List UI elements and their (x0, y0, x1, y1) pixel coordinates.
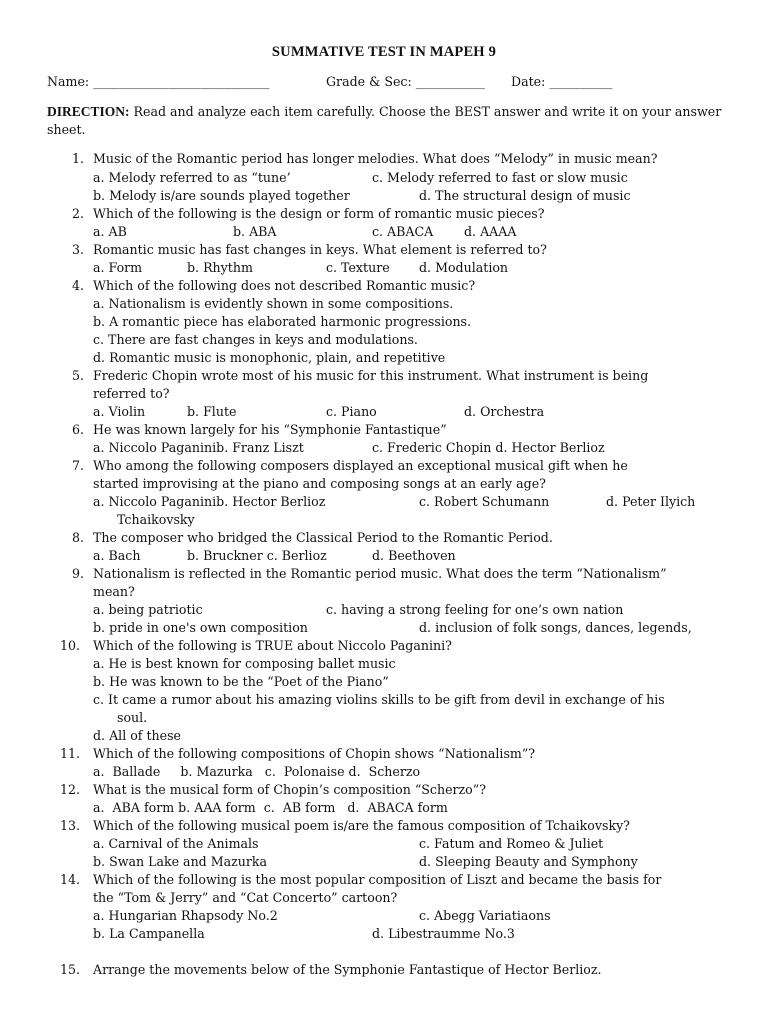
question-text: referred to? (93, 386, 170, 401)
question-number: 5. (71, 368, 84, 383)
answer-option: b. Bruckner c. Berlioz (187, 548, 327, 563)
answer-option: a. Niccolo Paganinib. Franz Liszt (93, 440, 304, 455)
question-text: Arrange the movements below of the Symphonie Fantastique of Hector Berlioz. (93, 962, 602, 977)
answer-option: c. It came a rumor about his amazing violins skills to be gift from devil in exchange of his (93, 692, 665, 707)
answer-option-continued: soul. (117, 710, 148, 725)
answer-option: d. Libestraumme No.3 (372, 926, 515, 941)
question-text: The composer who bridged the Classical Period to the Romantic Period. (93, 530, 553, 545)
question-text: Which of the following musical poem is/are the famous composition of Tchaikovsky? (93, 818, 630, 833)
answer-option: d. The structural design of music (419, 188, 631, 203)
answer-option: b. ABA (233, 224, 277, 239)
question-number: 11. (60, 746, 81, 761)
question-text: Which of the following is the design or form of romantic music pieces? (93, 206, 545, 221)
question-text: Which of the following does not described Romantic music? (93, 278, 476, 293)
date-field: Date: __________ (511, 74, 613, 89)
answer-option: a. Melody referred to as “tune’ (93, 170, 291, 185)
question-text: Which of the following compositions of Chopin shows “Nationalism”? (93, 746, 536, 761)
answer-option: b. Melody is/are sounds played together (93, 188, 350, 203)
answer-option: d. Sleeping Beauty and Symphony (419, 854, 638, 869)
answer-option: d. inclusion of folk songs, dances, legends, (419, 620, 692, 635)
question-text: Nationalism is reflected in the Romantic period music. What does the term “Nationalism” (93, 566, 667, 581)
question-text: mean? (93, 584, 135, 599)
answer-option: a. He is best known for composing ballet music (93, 656, 396, 671)
answer-option: d. Modulation (419, 260, 509, 275)
answer-option: d. All of these (93, 728, 182, 743)
answer-option: c. ABACA (372, 224, 434, 239)
question-number: 12. (60, 782, 81, 797)
question-number: 1. (71, 151, 84, 166)
question-number: 9. (71, 566, 84, 581)
question-text: Music of the Romantic period has longer melodies. What does “Melody” in music mean? (93, 151, 658, 166)
answer-option: d. Romantic music is monophonic, plain, and repetitive (93, 350, 446, 365)
answer-option: c. Robert Schumann (419, 494, 550, 509)
answer-option: a. Carnival of the Animals (93, 836, 259, 851)
direction-label: DIRECTION: (47, 104, 130, 119)
answer-option: a. Hungarian Rhapsody No.2 (93, 908, 278, 923)
question-number: 3. (71, 242, 84, 257)
answer-option: a. Bach (93, 548, 141, 563)
answer-option-continued: Tchaikovsky (117, 512, 195, 527)
answer-option: a. being patriotic (93, 602, 203, 617)
question-text: the “Tom & Jerry” and “Cat Concerto” cartoon? (93, 890, 398, 905)
answer-option: b. He was known to be the “Poet of the Piano” (93, 674, 389, 689)
answer-option: b. pride in one's own composition (93, 620, 308, 635)
answer-option: c. Piano (326, 404, 377, 419)
answer-options: a. Ballade b. Mazurka c. Polonaise d. Scherzo (93, 764, 421, 779)
question-number: 15. (60, 962, 81, 977)
answer-option: a. AB (93, 224, 127, 239)
answer-option: c. Frederic Chopin d. Hector Berlioz (372, 440, 605, 455)
question-text: Which of the following is the most popular composition of Liszt and became the basis for (93, 872, 662, 887)
question-number: 10. (60, 638, 81, 653)
question-text: What is the musical form of Chopin’s composition “Scherzo”? (93, 782, 486, 797)
question-number: 8. (71, 530, 84, 545)
answer-option: a. Nationalism is evidently shown in some compositions. (93, 296, 454, 311)
answer-option: b. A romantic piece has elaborated harmonic progressions. (93, 314, 472, 329)
question-number: 14. (60, 872, 81, 887)
direction-text: Read and analyze each item carefully. Choose the BEST answer and write it on your answer sheet. (47, 104, 722, 137)
answer-option: a. Niccolo Paganinib. Hector Berlioz (93, 494, 326, 509)
answer-option: d. AAAA (464, 224, 517, 239)
question-text: started improvising at the piano and composing songs at an early age? (93, 476, 546, 491)
answer-option: a. Form (93, 260, 143, 275)
question-text: Which of the following is TRUE about Niccolo Paganini? (93, 638, 452, 653)
question-number: 7. (71, 458, 84, 473)
question-text: Romantic music has fast changes in keys. What element is referred to? (93, 242, 547, 257)
answer-option: c. Fatum and Romeo & Juliet (419, 836, 604, 851)
answer-option: c. There are fast changes in keys and modulations. (93, 332, 418, 347)
grade-section-field: Grade & Sec: ___________ (326, 74, 485, 89)
answer-option: d. Orchestra (464, 404, 545, 419)
answer-option: b. Flute (187, 404, 237, 419)
answer-option: a. Violin (93, 404, 146, 419)
answer-option: b. La Campanella (93, 926, 205, 941)
answer-option: c. Melody referred to fast or slow music (372, 170, 628, 185)
question-number: 13. (60, 818, 81, 833)
question-text: Frederic Chopin wrote most of his music for this instrument. What instrument is being (93, 368, 649, 383)
question-number: 4. (71, 278, 84, 293)
answer-option: c. having a strong feeling for one’s own nation (326, 602, 624, 617)
direction-paragraph (47, 103, 737, 139)
answer-option: b. Swan Lake and Mazurka (93, 854, 268, 869)
question-text: He was known largely for his “Symphonie Fantastique” (93, 422, 447, 437)
answer-option: c. Texture (326, 260, 390, 275)
name-field: Name: ____________________________ (47, 74, 270, 89)
answer-option: b. Rhythm (187, 260, 253, 275)
question-number: 6. (71, 422, 84, 437)
page-title: SUMMATIVE TEST IN MAPEH 9 (271, 44, 497, 60)
answer-options: a. ABA form b. AAA form c. AB form d. ABACA form (93, 800, 448, 815)
answer-option: d. Beethoven (372, 548, 456, 563)
answer-option: d. Peter Ilyich (606, 494, 696, 509)
question-text: Who among the following composers displayed an exceptional musical gift when he (93, 458, 628, 473)
question-number: 2. (71, 206, 84, 221)
answer-option: c. Abegg Variatiaons (419, 908, 551, 923)
